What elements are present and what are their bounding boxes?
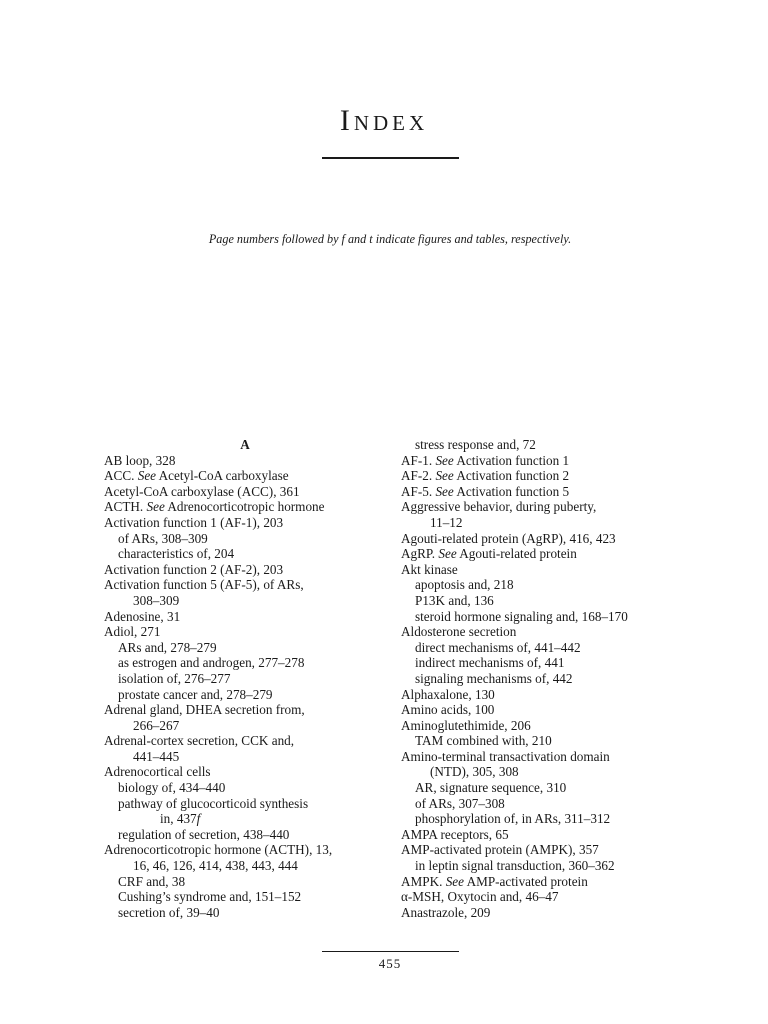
index-entry (104, 905, 386, 921)
see-reference: See (146, 499, 165, 515)
index-entry (401, 687, 691, 703)
index-entry (104, 609, 386, 625)
see-reference: See (438, 546, 457, 562)
index-entry (401, 577, 691, 593)
index-entry (401, 468, 691, 484)
entry-text: Aldosterone secretion (401, 624, 517, 640)
entry-text: AB loop, 328 (104, 452, 176, 468)
index-column-left (104, 437, 386, 920)
entry-text: AR, signature sequence, 310 (415, 780, 567, 796)
index-entry (104, 546, 386, 562)
entry-text: Anastrazole, 209 (401, 904, 491, 920)
index-entry (104, 577, 386, 593)
entry-text: α-MSH, Oxytocin and, 46–47 (401, 889, 559, 905)
index-note: Page numbers followed by f and t indicate figures and tables, respectively. (208, 232, 572, 246)
entry-text: apoptosis and, 218 (415, 577, 514, 593)
index-column-right (401, 437, 691, 920)
entry-text: AMPA receptors, 65 (401, 826, 509, 842)
index-entry (401, 702, 691, 718)
entry-text: Agouti-related protein (AgRP), 416, 423 (401, 530, 616, 546)
index-entry (104, 468, 386, 484)
entry-text: Acetyl-CoA carboxylase (ACC), 361 (104, 483, 300, 499)
entry-text: P13K and, 136 (415, 592, 494, 608)
entry-text: TAM combined with, 210 (415, 733, 552, 749)
section-letter: A (240, 437, 250, 452)
left-entries (104, 453, 386, 921)
see-target: Adrenocorticotropic hormone (164, 499, 325, 515)
entry-text: Adenosine, 31 (104, 608, 181, 624)
index-entry (104, 749, 386, 765)
index-entry (401, 484, 691, 500)
index-entry (401, 874, 691, 890)
entry-text: Alphaxalone, 130 (401, 686, 495, 702)
index-entry (401, 531, 691, 547)
entry-text: Aggressive behavior, during puberty, (401, 499, 597, 515)
entry-text: regulation of secretion, 438–440 (118, 826, 290, 842)
index-entry (104, 702, 386, 718)
entry-text: Aminoglutethimide, 206 (401, 717, 531, 733)
entry-text: stress response and, 72 (415, 437, 536, 452)
entry-text: as estrogen and androgen, 277–278 (118, 655, 305, 671)
entry-text: ARs and, 278–279 (118, 639, 217, 655)
index-entry (104, 655, 386, 671)
entry-text: Adiol, 271 (104, 624, 161, 640)
index-entry (104, 796, 386, 812)
entry-text: 308–309 (133, 592, 180, 608)
index-entry (104, 515, 386, 531)
see-target: AMP-activated protein (464, 873, 588, 889)
index-entry (104, 827, 386, 843)
entry-text: isolation of, 276–277 (118, 670, 231, 686)
index-entry (401, 718, 691, 734)
entry-text: secretion of, 39–40 (118, 904, 220, 920)
index-entry (104, 484, 386, 500)
entry-text: 266–267 (133, 717, 180, 733)
see-reference: See (435, 483, 454, 499)
index-entry (401, 796, 691, 812)
index-entry (401, 749, 691, 765)
index-entry (401, 655, 691, 671)
right-entries (401, 437, 691, 920)
index-entry (104, 687, 386, 703)
index-entry (401, 515, 691, 531)
entry-text: (NTD), 305, 308 (430, 764, 519, 780)
see-target: Acetyl-CoA carboxylase (156, 468, 289, 484)
index-entry (401, 624, 691, 640)
entry-text: biology of, 434–440 (118, 780, 226, 796)
index-entry (104, 640, 386, 656)
see-reference: See (445, 873, 465, 889)
entry-text: characteristics of, 204 (118, 546, 235, 562)
entry-text: Amino-terminal transactivation domain (401, 748, 610, 764)
index-entry (401, 811, 691, 827)
entry-text: 441–445 (133, 748, 180, 764)
entry-text: direct mechanisms of, 441–442 (415, 639, 581, 655)
index-entry (401, 733, 691, 749)
index-entry (104, 531, 386, 547)
index-entry (401, 593, 691, 609)
index-entry (104, 764, 386, 780)
index-entry (104, 811, 386, 827)
entry-text: Cushing’s syndrome and, 151–152 (118, 889, 302, 905)
entry-text: Adrenocorticotropic hormone (ACTH), 13, (104, 842, 333, 858)
index-entry (401, 780, 691, 796)
entry-text: of ARs, 307–308 (415, 795, 505, 811)
page-number: 455 (378, 956, 402, 971)
index-entry (401, 609, 691, 625)
see-reference: See (435, 468, 454, 484)
figure-marker: f (196, 811, 201, 827)
entry-text: CRF and, 38 (118, 873, 186, 889)
entry-text: prostate cancer and, 278–279 (118, 686, 273, 702)
entry-text: AF-5. (401, 483, 436, 499)
entry-text: Adrenal gland, DHEA secretion from, (104, 702, 305, 718)
entry-text: Activation function 2 (AF-2), 203 (104, 561, 284, 577)
entry-text: phosphorylation of, in ARs, 311–312 (415, 811, 611, 827)
entry-text: Amino acids, 100 (401, 702, 495, 718)
index-entry (401, 640, 691, 656)
index-entry (401, 842, 691, 858)
index-entry (104, 858, 386, 874)
index-entry (401, 858, 691, 874)
index-entry (104, 874, 386, 890)
see-target: Agouti-related protein (456, 546, 577, 562)
entry-text: Activation function 1 (AF-1), 203 (104, 514, 284, 530)
see-target: Activation function 5 (453, 483, 570, 499)
index-entry (401, 827, 691, 843)
entry-text: signaling mechanisms of, 442 (415, 670, 573, 686)
index-entry (104, 718, 386, 734)
footer-rule (322, 951, 459, 952)
index-entry (401, 671, 691, 687)
entry-text: in, 437 (160, 811, 197, 827)
index-entry (104, 499, 386, 515)
entry-text: Adrenocortical cells (104, 764, 211, 780)
entry-text: AF-2. (401, 468, 436, 484)
see-target: Activation function 1 (453, 452, 570, 468)
index-entry (104, 889, 386, 905)
index-entry (104, 562, 386, 578)
entry-text: steroid hormone signaling and, 168–170 (415, 608, 628, 624)
entry-text: 11–12 (430, 514, 463, 530)
entry-text: Activation function 5 (AF-5), of ARs, (104, 577, 304, 593)
index-entry (104, 624, 386, 640)
entry-text: ACTH. (104, 499, 147, 515)
page-title: Index (339, 104, 429, 137)
index-entry (104, 780, 386, 796)
see-reference: See (137, 468, 157, 484)
index-entry (104, 733, 386, 749)
see-reference: See (435, 452, 454, 468)
index-entry (401, 546, 691, 562)
index-entry (401, 453, 691, 469)
entry-text: indirect mechanisms of, 441 (415, 655, 565, 671)
entry-text: Adrenal-cortex secretion, CCK and, (104, 733, 295, 749)
index-entry (104, 453, 386, 469)
title-rule (322, 157, 459, 159)
entry-text: AMPK. (401, 873, 446, 889)
index-entry (104, 593, 386, 609)
entry-text: Akt kinase (401, 561, 458, 577)
entry-text: AgRP. (401, 546, 439, 562)
index-entry (401, 764, 691, 780)
entry-text: ACC. (104, 468, 138, 484)
entry-text: of ARs, 308–309 (118, 530, 208, 546)
entry-text: 16, 46, 126, 414, 438, 443, 444 (133, 858, 298, 874)
index-entry (401, 889, 691, 905)
index-entry (401, 437, 691, 453)
entry-text: in leptin signal transduction, 360–362 (415, 858, 615, 874)
index-entry (104, 671, 386, 687)
entry-text: AF-1. (401, 452, 436, 468)
index-entry (401, 499, 691, 515)
see-target: Activation function 2 (453, 468, 570, 484)
index-entry (104, 842, 386, 858)
entry-text: pathway of glucocorticoid synthesis (118, 795, 309, 811)
index-entry (401, 905, 691, 921)
index-entry (401, 562, 691, 578)
entry-text: AMP-activated protein (AMPK), 357 (401, 842, 599, 858)
